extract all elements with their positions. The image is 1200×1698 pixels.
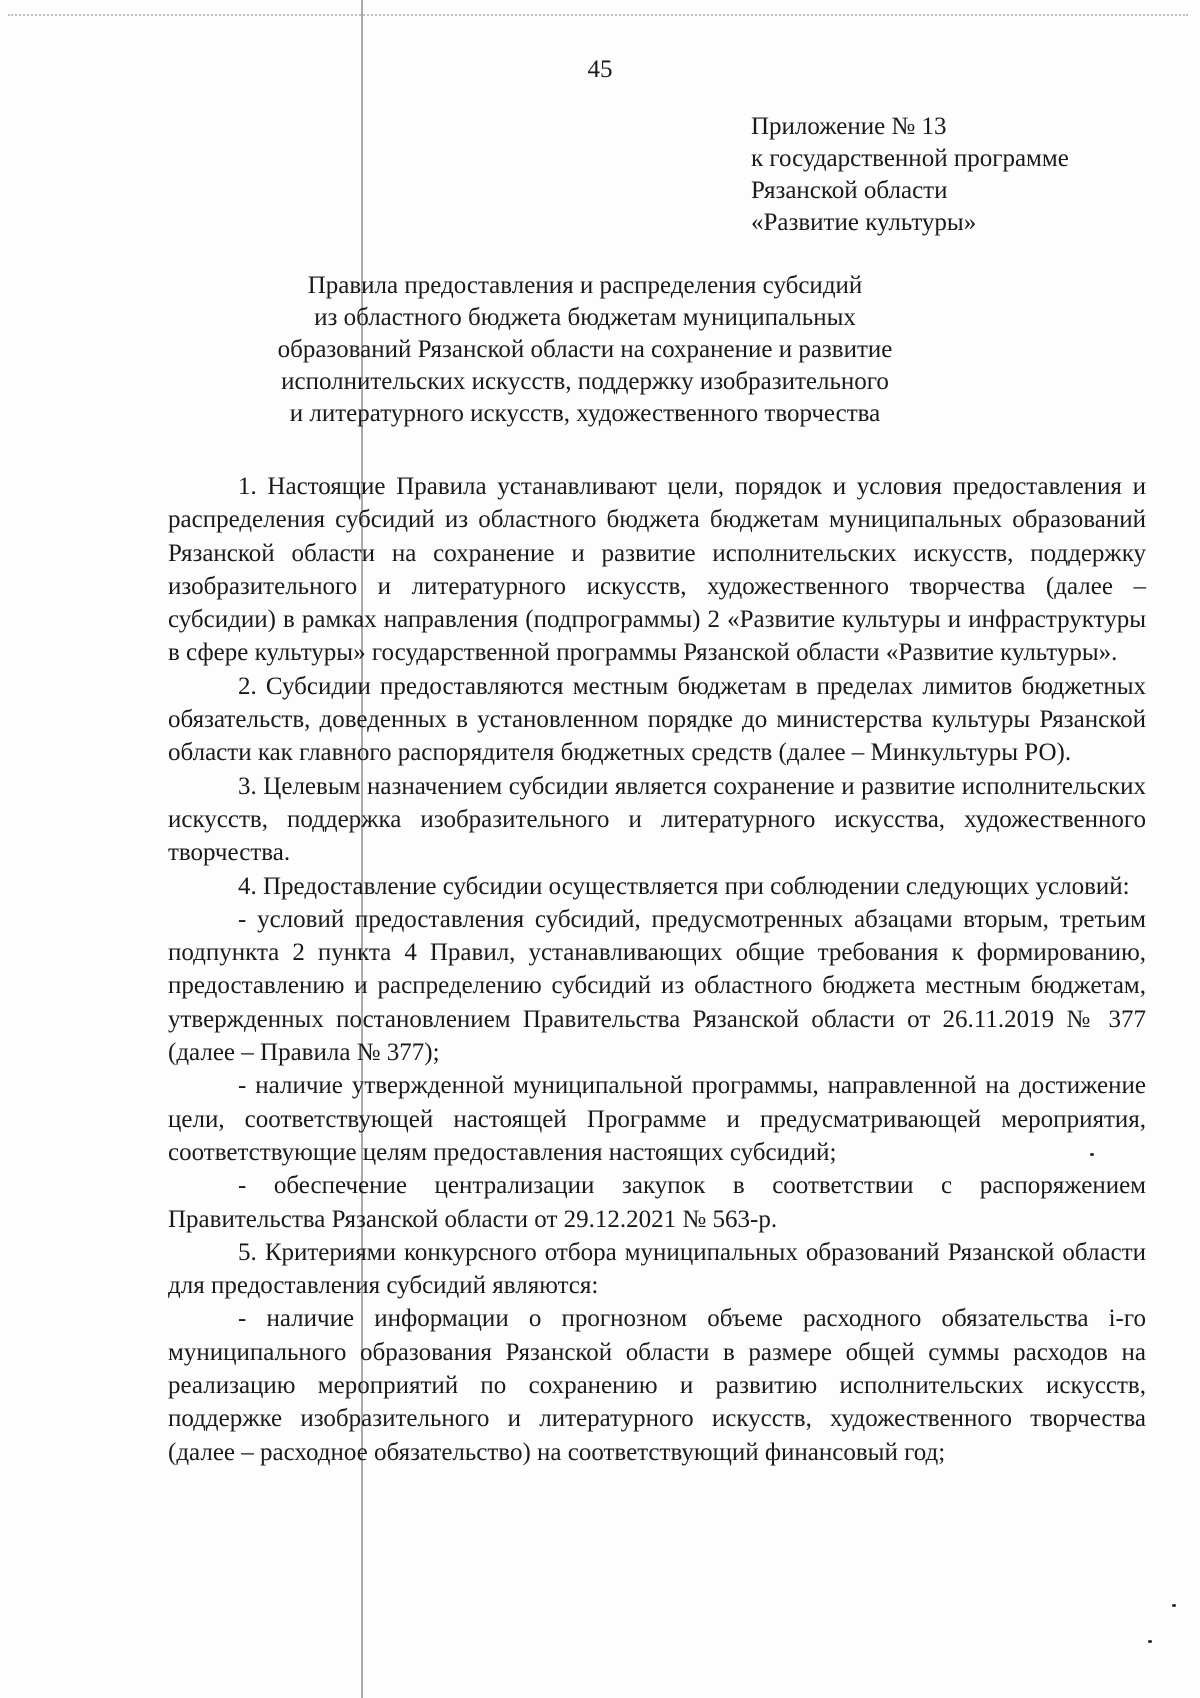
scan-edge-artifact [8, 14, 1188, 16]
appendix-line: к государственной программе [751, 145, 1069, 172]
paragraph: 4. Предоставление субсидии осуществляется при соблюдении следующих условий: [238, 872, 1130, 900]
paragraph: - условий предоставления субсидий, предусмотренных абзацами вторым, третьим подпункта 2 пункта 4 Правил, устанавливающих общие требования к формированию, предоставлению и распределению субсидий из областного бюджета местным бюджетам, утвержденных постановлением Правительства Рязанской области от 26.11.2019 № 377 (далее – Правила № 377); [168, 905, 1146, 1067]
paragraph: 2. Субсидии предоставляются местным бюджетам в пределах лимитов бюджетных обязательств, доведенных в установленном порядке до министерства культуры Рязанской области как главного распорядителя бюджетных средств (далее – Минкультуры РО). [168, 672, 1146, 767]
scan-speck [1172, 1604, 1176, 1607]
appendix-line: Рязанской области [751, 177, 948, 204]
title-line: Правила предоставления и распределения субсидий [307, 272, 863, 299]
title-line: исполнительских искусств, поддержку изобразительного [281, 368, 889, 395]
document-body [168, 470, 1146, 1469]
appendix-line: Приложение № 13 [751, 113, 947, 140]
paragraph: 1. Настоящие Правила устанавливают цели, порядок и условия предоставления и распределения субсидий из областного бюджета бюджетам муниципальных образований Рязанской области на сохранение и развитие исполнительских искусств, поддержку изобразительного и литературного искусств, художественного творчества (далее – субсидии) в рамках направления (подпрограммы) 2 «Развитие культуры и инфраструктуры в сфере культуры» государственной программы Рязанской области «Развитие культуры». [168, 473, 1146, 667]
paragraph: - обеспечение централизации закупок в соответствии с распоряжением Правительства Рязанской области от 29.12.2021 № 563-р. [168, 1172, 1146, 1233]
appendix-line: «Развитие культуры» [751, 209, 977, 236]
title-line: и литературного искусств, художественного творчества [289, 400, 881, 427]
scan-speck [1090, 1153, 1094, 1156]
title-line: из областного бюджета бюджетам муниципальных [314, 304, 856, 331]
scan-speck [1148, 1640, 1152, 1643]
paragraph: 5. Критериями конкурсного отбора муниципальных образований Рязанской области для предоставления субсидий являются: [168, 1238, 1146, 1300]
document-title [150, 270, 1020, 430]
appendix-header [751, 111, 1069, 239]
paragraph: - наличие информации о прогнозном объеме расходного обязательства i-го муниципального образования Рязанской области в размере общей суммы расходов на реализацию мероприятий по сохранению и развитию исполнительских искусств, поддержке изобразительного и литературного искусств, художественного творчества (далее – расходное обязательство) на соответствующий финансовый год; [168, 1305, 1146, 1466]
page-number: 45 [587, 56, 613, 83]
paragraph: 3. Целевым назначением субсидии является сохранение и развитие исполнительских искусств, поддержка изобразительного и литературного искусства, художественного творчества. [168, 772, 1146, 867]
title-line: образований Рязанской области на сохранение и развитие [277, 336, 893, 363]
paragraph: - наличие утвержденной муниципальной программы, направленной на достижение цели, соответствующей настоящей Программе и предусматривающей мероприятия, соответствующие целям предоставления настоящих субсидий; [168, 1072, 1146, 1166]
